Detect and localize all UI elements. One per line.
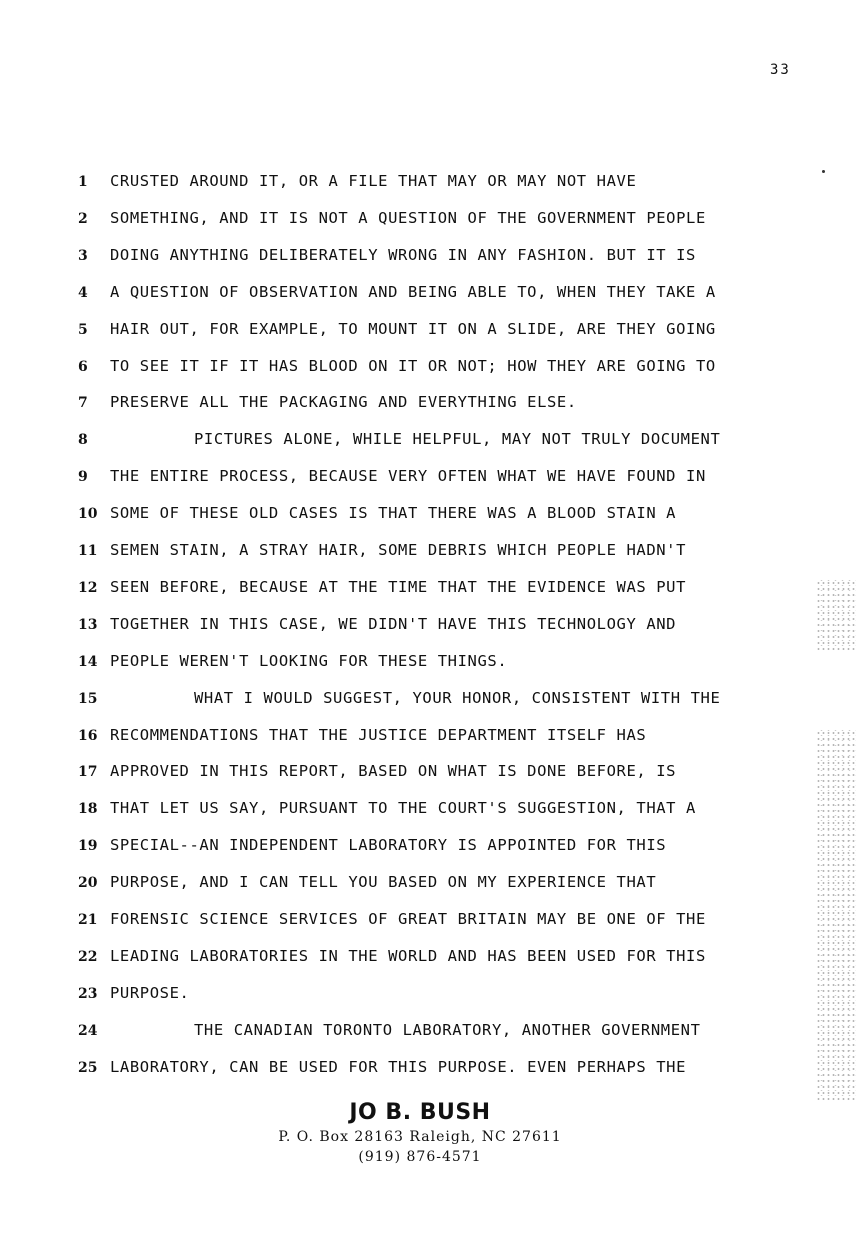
transcript-line bbox=[70, 426, 810, 456]
line-number: 14 bbox=[78, 653, 98, 670]
line-text: PICTURES ALONE, WHILE HELPFUL, MAY NOT TRULY DOCUMENT bbox=[194, 430, 721, 449]
line-text: A QUESTION OF OBSERVATION AND BEING ABLE TO, WHEN THEY TAKE A bbox=[110, 282, 716, 301]
line-number: 18 bbox=[78, 801, 98, 818]
reporter-phone: (919) 876-4571 bbox=[358, 1149, 482, 1165]
line-number: 12 bbox=[78, 579, 98, 596]
line-number: 7 bbox=[78, 395, 88, 412]
transcript-line bbox=[70, 758, 810, 788]
line-text: TOGETHER IN THIS CASE, WE DIDN'T HAVE THIS TECHNOLOGY AND bbox=[110, 614, 677, 633]
transcript-line bbox=[70, 869, 810, 899]
line-text: APPROVED IN THIS REPORT, BASED ON WHAT IS DONE BEFORE, IS bbox=[110, 762, 677, 781]
transcript-line bbox=[70, 279, 810, 309]
reporter-address: P. O. Box 28163 Raleigh, NC 27611 bbox=[278, 1129, 562, 1145]
line-text: THAT LET US SAY, PURSUANT TO THE COURT'S SUGGESTION, THAT A bbox=[110, 799, 696, 818]
line-number: 15 bbox=[78, 690, 98, 707]
line-text: PURPOSE. bbox=[110, 983, 190, 1002]
line-text: THE ENTIRE PROCESS, BECAUSE VERY OFTEN WHAT WE HAVE FOUND IN bbox=[110, 467, 706, 486]
transcript-line bbox=[70, 574, 810, 604]
line-number: 2 bbox=[78, 210, 88, 227]
line-text: LEADING LABORATORIES IN THE WORLD AND HAS BEEN USED FOR THIS bbox=[110, 946, 706, 965]
line-text: SPECIAL--AN INDEPENDENT LABORATORY IS APPOINTED FOR THIS bbox=[110, 836, 667, 855]
line-number: 11 bbox=[78, 543, 98, 559]
line-text: WHAT I WOULD SUGGEST, YOUR HONOR, CONSISTENT WITH THE bbox=[194, 688, 721, 707]
scan-noise bbox=[816, 580, 856, 650]
line-text: PRESERVE ALL THE PACKAGING AND EVERYTHING ELSE. bbox=[110, 393, 577, 412]
line-number: 3 bbox=[78, 247, 88, 264]
transcript-line bbox=[70, 316, 810, 346]
page-number: 33 bbox=[770, 62, 791, 78]
line-number: 16 bbox=[78, 727, 98, 744]
line-number: 6 bbox=[78, 358, 88, 375]
transcript-line bbox=[70, 463, 810, 493]
transcript-line bbox=[70, 685, 810, 715]
line-text: DOING ANYTHING DELIBERATELY WRONG IN ANY FASHION. BUT IT IS bbox=[110, 245, 696, 264]
line-text: FORENSIC SCIENCE SERVICES OF GREAT BRITAIN MAY BE ONE OF THE bbox=[110, 910, 706, 928]
line-text: RECOMMENDATIONS THAT THE JUSTICE DEPARTMENT ITSELF HAS bbox=[110, 725, 647, 744]
line-number: 22 bbox=[78, 948, 98, 965]
line-text: SEMEN STAIN, A STRAY HAIR, SOME DEBRIS WHICH PEOPLE HADN'T bbox=[110, 541, 687, 559]
line-number: 23 bbox=[78, 985, 98, 1002]
line-text: SOMETHING, AND IT IS NOT A QUESTION OF THE GOVERNMENT PEOPLE bbox=[110, 208, 706, 227]
line-number: 8 bbox=[78, 432, 88, 449]
transcript-line bbox=[70, 832, 810, 862]
transcript-line bbox=[70, 205, 810, 235]
scan-speck bbox=[822, 170, 825, 173]
transcript-line bbox=[70, 389, 810, 419]
transcript-line bbox=[70, 943, 810, 973]
line-number: 17 bbox=[78, 764, 98, 781]
transcript-line bbox=[70, 795, 810, 825]
transcript-line bbox=[70, 537, 810, 567]
transcript-line bbox=[70, 648, 810, 678]
transcript-line bbox=[70, 168, 810, 198]
line-number: 21 bbox=[78, 912, 98, 928]
line-text: PEOPLE WEREN'T LOOKING FOR THESE THINGS. bbox=[110, 651, 508, 670]
line-text: HAIR OUT, FOR EXAMPLE, TO MOUNT IT ON A SLIDE, ARE THEY GOING bbox=[110, 319, 716, 338]
transcript-line bbox=[70, 353, 810, 383]
line-text: SOME OF THESE OLD CASES IS THAT THERE WAS A BLOOD STAIN A bbox=[110, 504, 677, 523]
line-number: 24 bbox=[78, 1022, 98, 1039]
transcript-line bbox=[70, 1017, 810, 1047]
scan-noise bbox=[816, 730, 856, 1100]
transcript-line bbox=[70, 1054, 810, 1084]
transcript-line bbox=[70, 906, 810, 936]
transcript-line bbox=[70, 980, 810, 1010]
line-number: 10 bbox=[78, 506, 98, 523]
line-text: PURPOSE, AND I CAN TELL YOU BASED ON MY EXPERIENCE THAT bbox=[110, 873, 657, 892]
line-number: 13 bbox=[78, 616, 98, 633]
transcript-line bbox=[70, 242, 810, 272]
line-number: 19 bbox=[78, 838, 98, 855]
transcript-line bbox=[70, 722, 810, 752]
line-text: CRUSTED AROUND IT, OR A FILE THAT MAY OR MAY NOT HAVE bbox=[110, 172, 637, 190]
line-text: TO SEE IT IF IT HAS BLOOD ON IT OR NOT; HOW THEY ARE GOING TO bbox=[110, 356, 716, 375]
line-text: SEEN BEFORE, BECAUSE AT THE TIME THAT THE EVIDENCE WAS PUT bbox=[110, 577, 687, 596]
line-number: 5 bbox=[78, 321, 88, 338]
line-number: 4 bbox=[78, 284, 88, 301]
line-text: LABORATORY, CAN BE USED FOR THIS PURPOSE. EVEN PERHAPS THE bbox=[110, 1057, 687, 1076]
line-number: 1 bbox=[78, 174, 88, 190]
line-number: 25 bbox=[78, 1059, 98, 1076]
reporter-name: JO B. BUSH bbox=[349, 1100, 491, 1125]
line-number: 20 bbox=[78, 875, 98, 892]
line-text: THE CANADIAN TORONTO LABORATORY, ANOTHER GOVERNMENT bbox=[194, 1020, 701, 1039]
transcript-line bbox=[70, 500, 810, 530]
court-reporter-footer bbox=[0, 1100, 860, 1165]
transcript-line bbox=[70, 611, 810, 641]
line-number: 9 bbox=[78, 469, 88, 486]
